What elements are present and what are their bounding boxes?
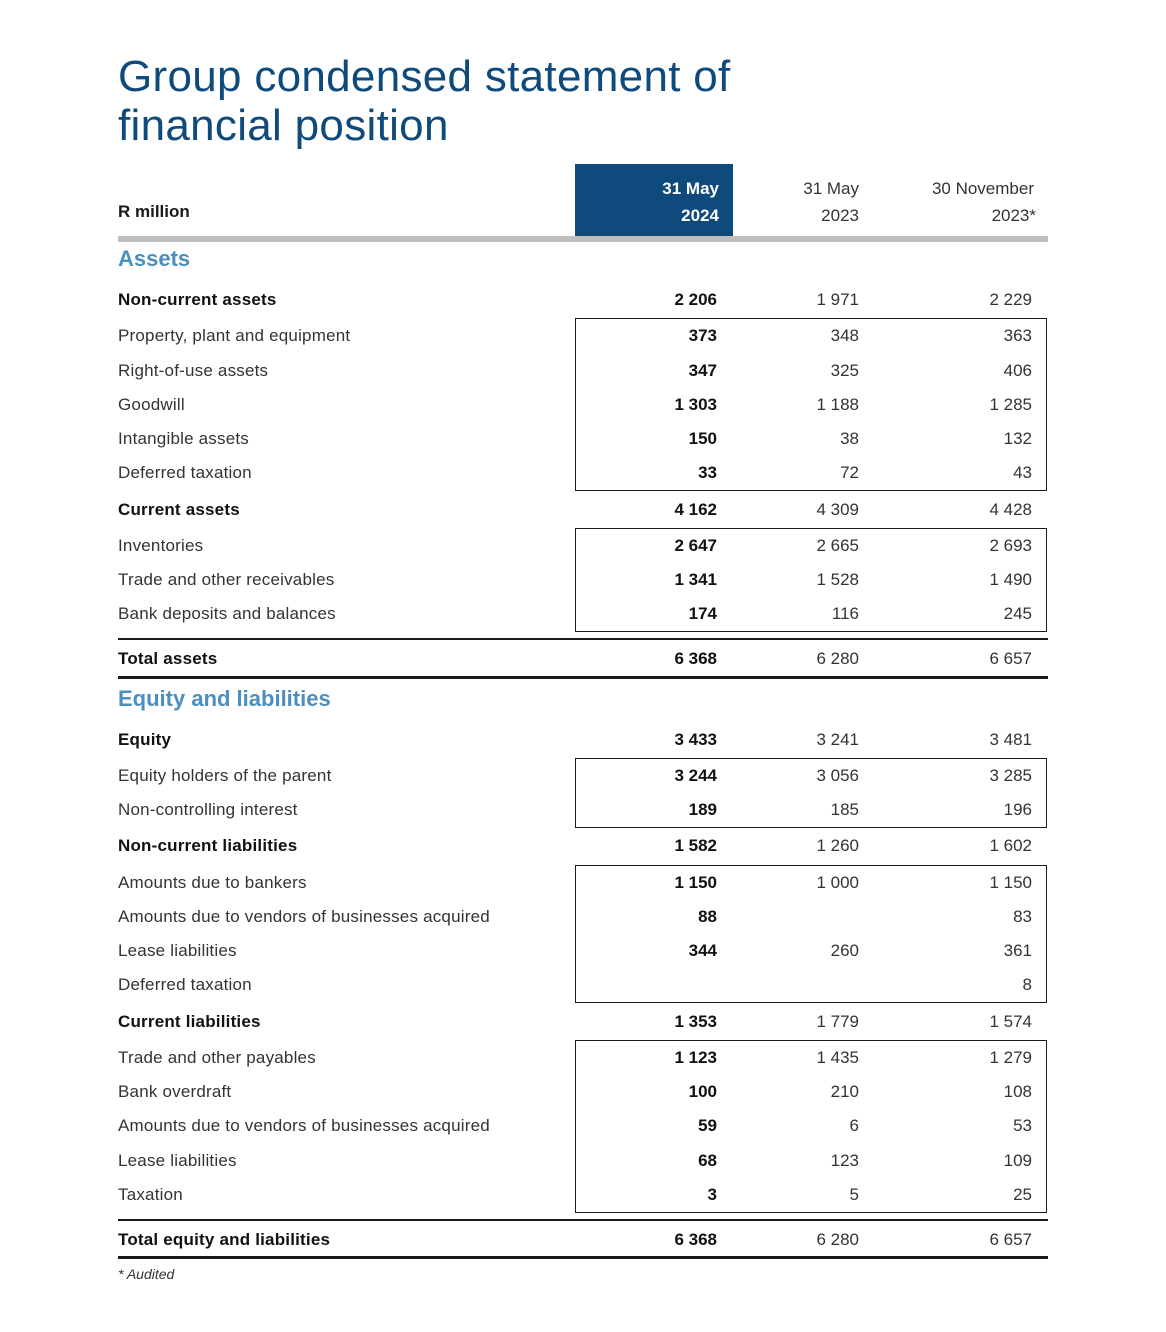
value-may-2023: 348 [830,326,859,345]
value-2024: 6 368 [674,649,717,668]
value-2024: 1 582 [674,836,717,855]
total-row [118,1225,1048,1255]
header-rule [118,236,1048,242]
page-title [118,52,1018,150]
value-2024: 174 [688,604,717,623]
table-row [118,1146,1048,1176]
value-nov-2023: 2 229 [989,290,1032,309]
row-label: Trade and other payables [118,1048,316,1067]
table-row [118,565,1048,595]
row-label: Lease liabilities [118,941,237,960]
row-label: Current assets [118,500,240,519]
row-label: Inventories [118,536,204,555]
value-nov-2023: 3 481 [989,730,1032,749]
value-nov-2023: 109 [1003,1151,1032,1170]
value-nov-2023: 4 428 [989,500,1032,519]
value-nov-2023: 1 285 [989,395,1032,414]
value-nov-2023: 1 602 [989,836,1032,855]
row-label: Intangible assets [118,429,249,448]
section-heading-assets: Assets [118,246,191,271]
row-label: Amounts due to vendors of businesses acquired [118,907,490,926]
column-header-31-may-2024: 31 May 2024 [662,179,719,225]
value-may-2023: 6 280 [816,649,859,668]
value-may-2023: 1 779 [816,1012,859,1031]
table-row [118,1077,1048,1107]
value-nov-2023: 196 [1003,800,1032,819]
table-row [118,831,1048,861]
value-nov-2023: 363 [1003,326,1032,345]
table-row [118,321,1048,351]
value-nov-2023: 8 [1022,975,1032,994]
total-assets-top-rule [118,638,1048,640]
row-label: Trade and other receivables [118,570,335,589]
total-assets-bottom-rule [118,676,1048,679]
table-row [118,868,1048,898]
row-label: Right-of-use assets [118,361,269,380]
value-may-2023: 6 280 [816,1230,859,1249]
row-label: Bank deposits and balances [118,604,336,623]
value-nov-2023: 83 [1013,907,1032,926]
row-label: Taxation [118,1185,183,1204]
value-2024: 347 [688,361,717,380]
value-may-2023: 1 435 [816,1048,859,1067]
value-may-2023: 123 [830,1151,859,1170]
table-row [118,1111,1048,1141]
value-may-2023: 116 [831,604,859,623]
row-label: Property, plant and equipment [118,326,351,345]
value-2024: 373 [688,326,717,345]
value-may-2023: 185 [830,800,859,819]
table-row [118,531,1048,561]
value-may-2023: 1 971 [816,290,859,309]
value-nov-2023: 132 [1003,429,1032,448]
value-may-2023: 6 [849,1116,859,1135]
value-may-2023: 3 056 [816,766,859,785]
table-row [118,458,1048,488]
total-equity-liabilities-bottom-rule [118,1256,1048,1259]
value-nov-2023: 245 [1003,604,1032,623]
section-heading-equity-liabilities: Equity and liabilities [118,686,331,711]
value-may-2023: 38 [840,429,859,448]
value-2024: 1 303 [674,395,717,414]
row-label: Non-current liabilities [118,836,298,855]
row-label: Total assets [118,649,218,668]
value-nov-2023: 1 279 [989,1048,1032,1067]
value-2024: 3 244 [674,766,717,785]
row-label: Current liabilities [118,1012,261,1031]
value-2024: 2 647 [674,536,717,555]
table-row [118,1043,1048,1073]
row-label: Deferred taxation [118,975,252,994]
row-label: Equity holders of the parent [118,766,332,785]
value-nov-2023: 25 [1013,1185,1032,1204]
value-nov-2023: 6 657 [989,1230,1032,1249]
table-row [118,285,1048,315]
value-may-2023: 1 260 [816,836,859,855]
table-row [118,356,1048,386]
value-2024: 1 353 [674,1012,717,1031]
table-row [118,795,1048,825]
value-2024: 1 123 [674,1048,717,1067]
row-label: Goodwill [118,395,185,414]
total-equity-liabilities-top-rule [118,1219,1048,1221]
column-header-31-may-2023: 31 May 2023 [803,179,859,225]
value-nov-2023: 2 693 [989,536,1032,555]
value-may-2023: 325 [830,361,859,380]
row-label: Total equity and liabilities [118,1230,331,1249]
value-may-2023: 1 528 [816,570,859,589]
value-may-2023: 4 309 [816,500,859,519]
value-nov-2023: 406 [1003,361,1032,380]
value-may-2023: 3 241 [816,730,859,749]
table-row [118,725,1048,755]
value-2024: 3 433 [674,730,717,749]
value-may-2023: 2 665 [816,536,859,555]
value-may-2023: 210 [830,1082,859,1101]
value-2024: 100 [688,1082,717,1101]
value-2024: 3 [707,1185,717,1204]
unit-label: R million [118,202,190,221]
page-title-line-2: financial position [118,101,449,150]
value-nov-2023: 43 [1013,463,1032,482]
table-row [118,390,1048,420]
row-label: Amounts due to vendors of businesses acquired [118,1116,490,1135]
footnote: * Audited [118,1266,175,1282]
value-may-2023: 1 000 [816,873,859,892]
row-label: Lease liabilities [118,1151,237,1170]
table-row [118,936,1048,966]
row-label: Equity [118,730,172,749]
value-2024: 88 [698,907,717,926]
row-label: Amounts due to bankers [118,873,307,892]
table-row [118,424,1048,454]
value-nov-2023: 361 [1003,941,1032,960]
table-row [118,970,1048,1000]
value-2024: 2 206 [674,290,717,309]
value-nov-2023: 108 [1003,1082,1032,1101]
value-may-2023: 72 [840,463,859,482]
value-2024: 6 368 [674,1230,717,1249]
value-2024: 1 150 [674,873,717,892]
table-row [118,599,1048,629]
value-2024: 59 [698,1116,717,1135]
value-2024: 344 [688,941,717,960]
value-may-2023: 1 188 [816,395,859,414]
table-row [118,761,1048,791]
value-2024: 1 341 [674,570,717,589]
value-2024: 150 [688,429,717,448]
value-nov-2023: 6 657 [989,649,1032,668]
row-label: Bank overdraft [118,1082,232,1101]
row-label: Non-current assets [118,290,277,309]
page-title-line-1: Group condensed statement of [118,52,731,101]
value-2024: 189 [688,800,717,819]
value-2024: 33 [698,463,717,482]
value-nov-2023: 1 150 [989,873,1032,892]
value-may-2023: 260 [830,941,859,960]
value-nov-2023: 1 574 [989,1012,1032,1031]
table-row [118,495,1048,525]
value-2024: 68 [698,1151,717,1170]
column-header-30-november-2023: 30 November 2023* [931,179,1036,225]
table-row [118,1180,1048,1210]
table-row [118,1007,1048,1037]
table-row [118,902,1048,932]
value-nov-2023: 1 490 [989,570,1032,589]
value-nov-2023: 53 [1013,1116,1032,1135]
value-may-2023: 5 [849,1185,859,1204]
row-label: Deferred taxation [118,463,252,482]
value-nov-2023: 3 285 [989,766,1032,785]
total-row [118,644,1048,674]
value-2024: 4 162 [674,500,717,519]
row-label: Non-controlling interest [118,800,298,819]
